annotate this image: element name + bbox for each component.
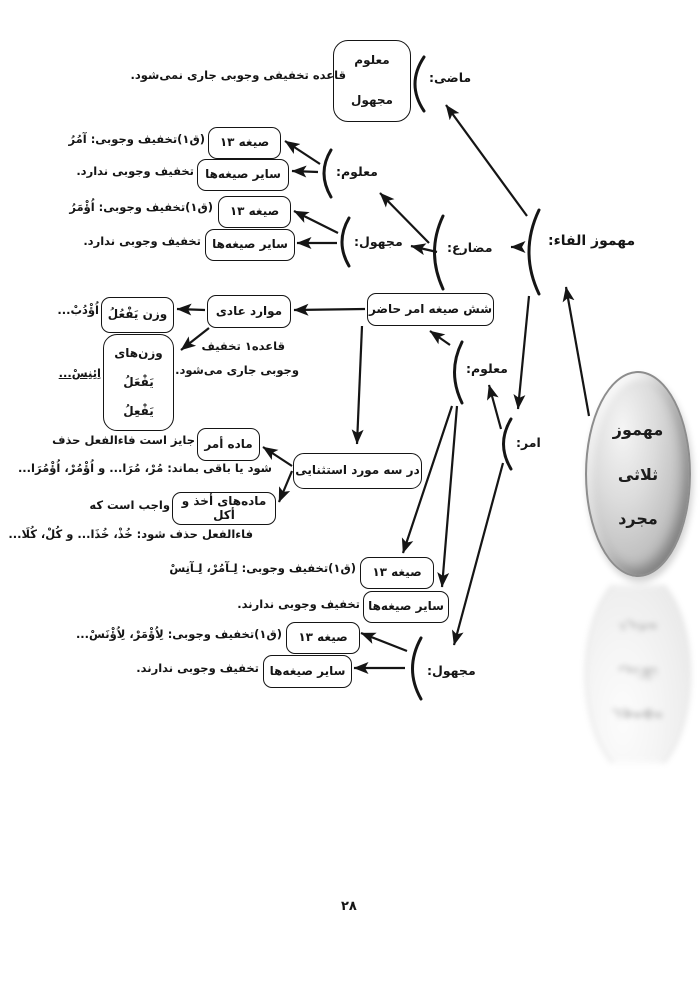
badge-line3: مجرد: [618, 508, 658, 528]
amr-maloom-s13-note: (ق۱)تخفیف وجوبی: لِـآمُرْ، لِـآنِسْ: [169, 561, 356, 575]
amr-maloom-brace: [455, 342, 463, 403]
mozare-maloom-brace: [324, 150, 331, 197]
made-amr-box: ماده أمر: [197, 428, 260, 461]
mozare-majhool-other-note: تخفیف وجوبی ندارد.: [83, 234, 201, 248]
vazn-group-line1: وزن‌های: [114, 345, 163, 360]
amr-maloom-other-box: سایر صیغه‌ها: [363, 591, 449, 623]
mozare-majhool-s13-note: (ق۱)تخفیف وجوبی: اُؤْمَرُ: [69, 200, 213, 214]
rule-note-line1: قاعده۱ تخفیف: [201, 339, 285, 353]
vazn-group-box: [103, 334, 174, 431]
amr-maloom-s13-box: صیغه ۱۳: [360, 557, 434, 589]
arrow-mmaloom-to-s13: [285, 141, 320, 164]
mozare-majhool-brace: [342, 218, 349, 266]
vazn-group-line3: یَفْعِلُ: [123, 403, 154, 418]
rule-note-line2: وجوبی جاری می‌شود.: [175, 363, 299, 377]
chapter-badge-ellipse: [585, 371, 691, 577]
made-akhz-note1: واجب است که: [89, 498, 170, 512]
mozare-maloom-other-note: تخفیف وجوبی ندارد.: [76, 164, 194, 178]
mozare-maloom-other-box: سایر صیغه‌ها: [197, 159, 289, 191]
badge-line2: ثلاثی: [617, 464, 659, 484]
amr-majhool-brace: [413, 638, 422, 699]
amr-majhool-other-note: تخفیف وجوبی ندارند.: [136, 661, 259, 675]
mazi-note: قاعده تخفیفی وجوبی جاری نمی‌شود.: [130, 68, 346, 82]
page-number: ۲۸: [341, 899, 357, 914]
root-brace: [529, 210, 539, 294]
six-forms-box: شش صیغه امر حاضر: [367, 293, 494, 326]
arrow-badge-to-root: [566, 287, 589, 416]
arrow-mmaloom-to-other: [292, 171, 318, 172]
mozare-label: مضارع:: [447, 240, 493, 255]
mozare-maloom-s13-box: صیغه ۱۳: [208, 127, 281, 159]
vazn-group-line2: یَفْعَلُ: [123, 374, 154, 389]
mozare-maloom-s13-note: (ق۱)تخفیف وجوبی: آمُرُ: [68, 132, 205, 146]
mozare-majhool-label: مجهول:: [354, 234, 403, 249]
arrow-amaloom-to-other: [442, 406, 457, 587]
made-akhz-box: ماده‌های أخذ و أکل: [172, 492, 276, 525]
arrow-amajhool-to-s13: [361, 633, 407, 651]
arrow-mmajhool-to-s13: [294, 211, 338, 233]
exception-box: در سه مورد استثنایی: [293, 453, 422, 489]
root-label: مهموز الفاء:: [548, 233, 636, 249]
mozare-majhool-s13-box: صیغه ۱۳: [218, 196, 291, 228]
arrow-normal-to-vazn1: [177, 309, 205, 310]
badge-line1: مهموز: [612, 420, 664, 440]
amr-majhool-other-box: سایر صیغه‌ها: [263, 655, 352, 688]
mazi-majhool-text: مجهول: [351, 93, 393, 108]
mazi-label: ماضی:: [429, 70, 472, 85]
amr-majhool-label: مجهول:: [427, 663, 476, 678]
vazn-yafulu-example: اُؤْدُبْ...: [57, 303, 99, 317]
vazn-yafulu-box: وزن یَفْعُلُ: [101, 297, 174, 333]
arrow-exception-to-made-akhz: [279, 471, 292, 502]
amr-majhool-s13-box: صیغه ۱۳: [286, 622, 360, 654]
arrow-amr-to-maloom: [489, 385, 501, 429]
arrow-root-to-amr: [518, 296, 529, 409]
made-amr-note2: شود یا باقی بماند: مُرْ، مُرَا... و اُؤْمُرْ، اُؤْمُرَا...: [17, 461, 272, 475]
amr-maloom-label: معلوم:: [466, 361, 508, 376]
mazi-maloom-text: معلوم: [354, 53, 390, 68]
arrow-six-to-exception: [357, 326, 362, 444]
normal-cases-box: موارد عادی: [207, 295, 291, 328]
amr-brace: [504, 419, 512, 469]
arrow-amaloom-to-six: [430, 331, 450, 345]
amr-maloom-other-note: تخفیف وجوبی ندارند.: [237, 597, 360, 611]
mazi-brace: [415, 57, 424, 111]
made-amr-note1: جایز است فاءالفعل حذف: [52, 433, 195, 447]
arrow-root-to-mazi: [446, 105, 527, 216]
amr-label: امر:: [516, 435, 541, 450]
arrow-amr-to-majhool: [454, 463, 503, 645]
amr-majhool-s13-note: (ق۱)تخفیف وجوبی: لِاُؤْمَرْ، لِاُؤْنَسْ...: [75, 627, 282, 641]
made-akhz-note2: فاءالفعل حذف شود: خُذْ، خُذَا... و کُلْ، کُلَا...: [8, 527, 253, 541]
arrow-six-to-normal: [294, 309, 365, 310]
mozare-majhool-other-box: سایر صیغه‌ها: [205, 229, 295, 261]
mozare-maloom-label: معلوم:: [336, 164, 378, 179]
vazn-group-example: اِئِنِسْ...: [58, 366, 101, 380]
badge-reflection: مهموز ثلاثی مجرد: [585, 585, 691, 763]
